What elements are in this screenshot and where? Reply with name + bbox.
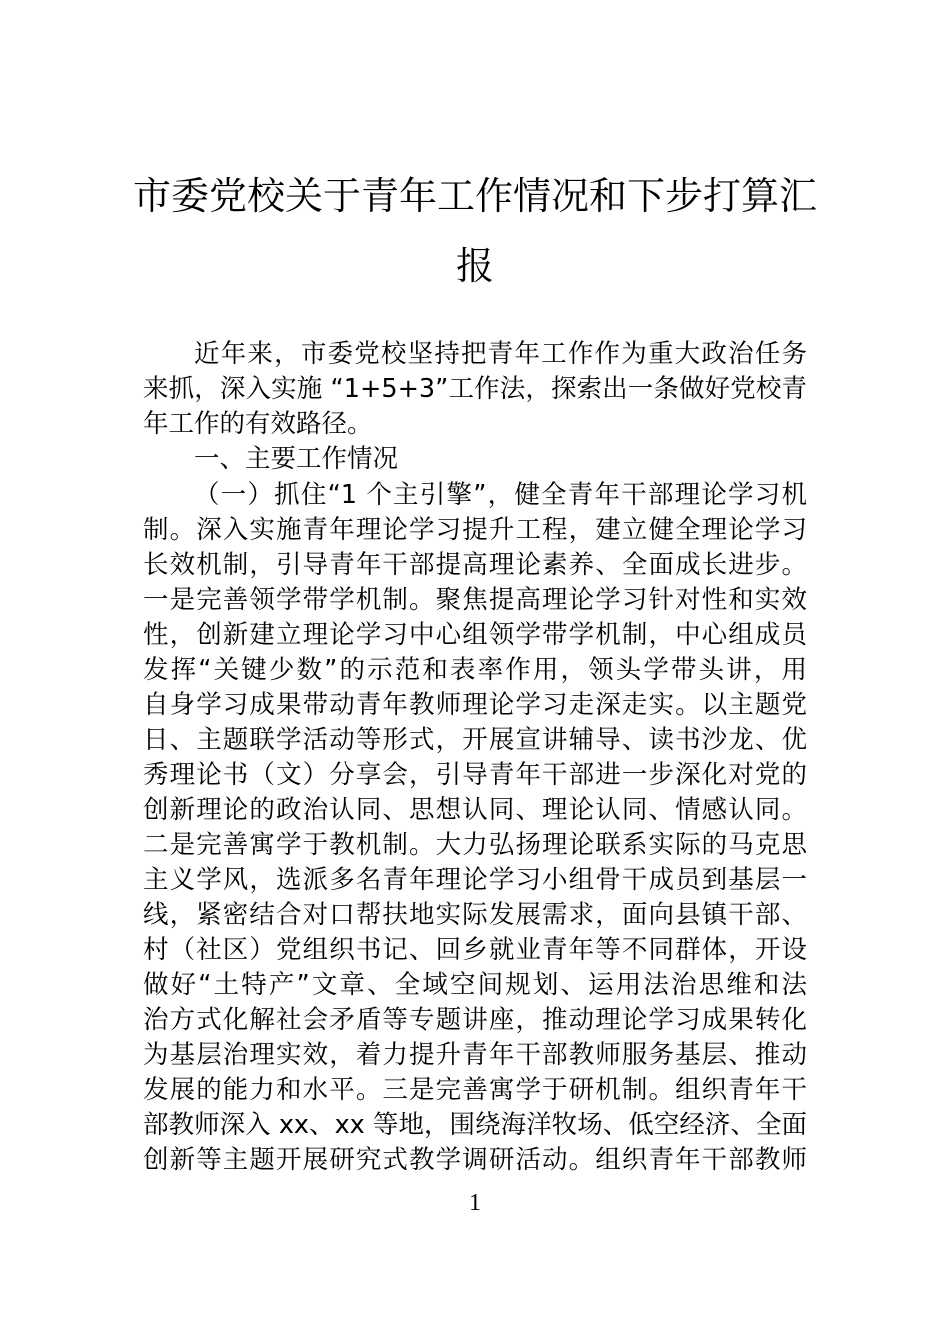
paragraph-line: 年工作的有效路径。 xyxy=(143,409,373,439)
document-title-line-1: 市委党校关于青年工作情况和下步打算汇 xyxy=(132,174,817,218)
paragraph-line: 来抓，深入实施 “1+5+3”工作法，探索出一条做好党校青 xyxy=(143,374,807,404)
paragraph-line: 长效机制，引导青年干部提高理论素养、全面成长进步。 xyxy=(143,550,807,580)
paragraph-line: （一）抓住“1 个主引擎”，健全青年干部理论学习机 xyxy=(194,480,807,510)
paragraph-line: 部教师深入 xx、xx 等地，围绕海洋牧场、低空经济、全面 xyxy=(143,1110,807,1140)
section-heading: 一、主要工作情况 xyxy=(194,444,399,474)
paragraph-line: 为基层治理实效，着力提升青年干部教师服务基层、推动 xyxy=(143,1040,807,1070)
paragraph-line: 制。深入实施青年理论学习提升工程，建立健全理论学习 xyxy=(143,515,807,545)
paragraph-line: 日、主题联学活动等形式，开展宣讲辅导、读书沙龙、优 xyxy=(143,725,807,755)
paragraph-line: 发展的能力和水平。三是完善寓学于研机制。组织青年干 xyxy=(143,1075,807,1105)
paragraph-line: 性，创新建立理论学习中心组领学带学机制，中心组成员 xyxy=(143,620,807,650)
paragraph-line: 近年来，市委党校坚持把青年工作作为重大政治任务 xyxy=(194,339,807,369)
paragraph-line: 治方式化解社会矛盾等专题讲座，推动理论学习成果转化 xyxy=(143,1005,807,1035)
document-title-line-2: 报 xyxy=(455,244,494,288)
paragraph-line: 秀理论书（文）分享会，引导青年干部进一步深化对党的 xyxy=(143,760,807,790)
paragraph-line: 做好“土特产”文章、全域空间规划、运用法治思维和法 xyxy=(143,970,807,1000)
paragraph-line: 创新理论的政治认同、思想认同、理论认同、情感认同。 xyxy=(143,795,807,825)
paragraph-line: 一是完善领学带学机制。聚焦提高理论学习针对性和实效 xyxy=(143,585,807,615)
paragraph-line: 发挥“关键少数”的示范和表率作用，领头学带头讲，用 xyxy=(143,655,807,685)
paragraph-line: 村（社区）党组织书记、回乡就业青年等不同群体，开设 xyxy=(143,935,807,965)
paragraph-line: 线，紧密结合对口帮扶地实际发展需求，面向县镇干部、 xyxy=(143,900,807,930)
page-number: 1 xyxy=(469,1190,481,1216)
paragraph-line: 创新等主题开展研究式教学调研活动。组织青年干部教师 xyxy=(143,1145,807,1175)
paragraph-line: 主义学风，选派多名青年理论学习小组骨干成员到基层一 xyxy=(143,865,807,895)
paragraph-line: 自身学习成果带动青年教师理论学习走深走实。以主题党 xyxy=(143,690,807,720)
paragraph-line: 二是完善寓学于教机制。大力弘扬理论联系实际的马克思 xyxy=(143,830,807,860)
